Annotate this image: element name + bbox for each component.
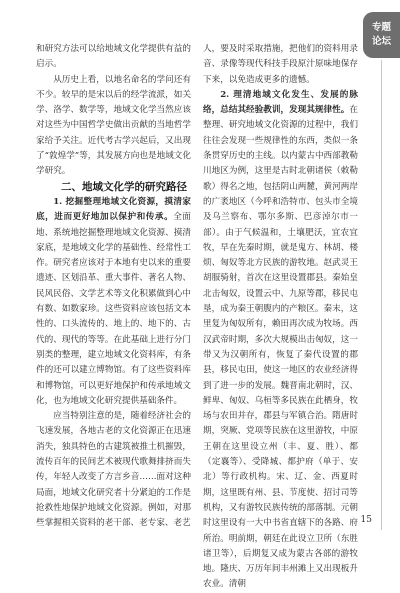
- point-2-heading: 2. 理清地域文化发生、发展的脉络，总结其经验教训，发现其规律性。: [203, 89, 358, 116]
- paragraph-point-1: [36, 195, 191, 409]
- page-number: 15: [360, 515, 372, 525]
- point-2-body: 在整理、研究地域文化资源的过程中，我们往往会发现一些规律性的东西，类似一条条贯穿历史的主线。以内蒙古中西部教勒川地区为例，这里是古时北朝诸侯（敕勒歌）得名之地，包括阴山两麓，黄河两岸的广袤地区（今呼和浩特市、包头市全境及乌兰察布、鄂尔多斯、巴彦淖尔市一部）。由于气候温和，土壤肥沃，宜农宜牧，早在先秦时期，就是鬼方、林胡、楼烦、匈奴等北方民族的游牧地。赵武灵王胡服骑射，首次在这里设置郡县。秦始皇北击匈奴，设置云中、九原等郡，移民屯垦，成为秦王朝腹内的产粮区。秦末，这里复为匈奴所有，赖田再次成为牧场。西汉武帝时期，多次大规模出击匈奴，这一带又为汉朝所有，恢复了秦代设置的郡县，移民屯田，使这一地区的农业经济得到了进一步的发展。魏晋南北朝时，汉、鲜卑、匈奴、乌桓等多民族在此栖身，牧场与农田并存，郡县与军镇合治。隋唐时期，突厥、党项等民族在这里游牧，中原王朝在这里设立州（丰、夏、胜）、都（定襄等）、受降城、都护府（单于、安北）等行政机构。宋、辽、金、西夏时期，这里既有州、县、节度使、招讨司等机构，又有游牧民族传统的部落制。元朝时这里设有一大中书省直辖下的各路、府所治。明前期，朝廷在此设立卫所（东胜诸卫等），后期复又成为蒙古各部的游牧地。隆庆、万历年间丰州滩上又出现板升农业。清朝: [203, 105, 358, 590]
- paragraph-urgency: 应当特别注意的是，随着经济社会的飞速发展，各地古老的文化资源正在迅速消失，独具特色的古建筑被推土机摧毁，流传百年的民间艺术被现代歌舞排挤而失传，年轻人改变了方言乡音……面对这种局面，地域文化研究者十分紧迫的工作是抢救性地保护地域文化资源。例如，对那些掌握相关资料的老干部、老专家、老艺: [36, 411, 191, 529]
- side-strip: [362, 0, 400, 539]
- point-1-heading: 1. 挖掘整理地域文化资源，摸清家底，进而更好地加以保护和传承。: [36, 196, 191, 223]
- paragraph-point-2: [203, 88, 358, 593]
- point-1-body: 全面地、系统地挖掘整理地域文化资源、摸清家底，是地域文化学的基础性、经常性工作。研究者应该对于本地有史以来的重要遗迹、区划沿革、重大事件、著名人物、民风民俗、文学艺术等文化积累做到心中有数、如数家珍。这些资料应该包括文本性的、口头流传的、地上的、地下的、古代的、现代的等等。在此基础上进行分门别类的整理，建立地域文化资料库，有条件的还可以建立博物馆。有了这些资料库和博物馆，可以更好地保护和传承地域文化，也为地域文化研究提供基础条件。: [36, 212, 191, 406]
- text-columns: [36, 42, 358, 590]
- paragraph-continuation-right: 人，要及时采取措施，把他们的资料用录音、录像等现代科技手段原汁原味地保存下来，以免造成更多的遗憾。: [203, 44, 358, 85]
- column-tag-line1: 专题: [371, 22, 391, 33]
- right-column: [203, 42, 358, 590]
- paragraph-continuation: 和研究方法可以给地域文化学提供有益的启示。: [36, 44, 191, 70]
- side-rule: [381, 60, 382, 530]
- left-column: [36, 42, 191, 529]
- column-tag-line2: 论坛: [371, 36, 391, 47]
- section-heading: 二、地域文化学的研究路径: [61, 180, 187, 193]
- column-tag: [363, 12, 400, 58]
- paragraph-history: 从历史上看，以地名命名的学问还有不少。较早的是宋以后的经学流派，如关学、洛学、数学等，地域文化学当然应该对这些为中国哲学史做出贡献的当地哲学家给予关注。近代考古学兴起后，又出现了“敦煌学”等，其发展方向也是地域文化学研究。: [36, 74, 191, 177]
